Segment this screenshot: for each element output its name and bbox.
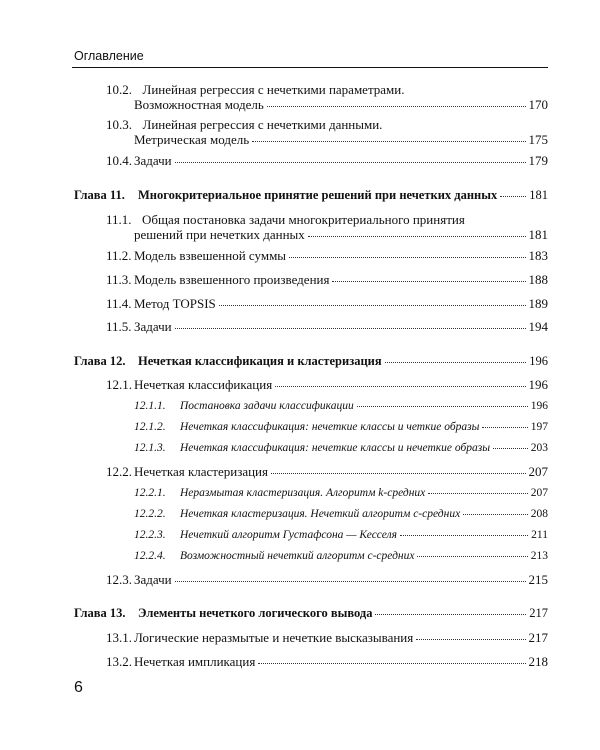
toc-entry-title: Метод TOPSIS [134,296,216,311]
leader-dots [417,556,527,557]
toc-chapter-number: Глава 11. [74,188,125,202]
toc-page-number: 170 [528,97,548,112]
leader-dots [463,514,528,515]
toc-entry-number: 12.2. [106,464,132,479]
toc-entry[interactable] [106,377,548,393]
leader-dots [493,448,528,449]
toc-page-number: 183 [528,248,548,263]
leader-dots [416,639,525,640]
toc-entry-title: Нечеткая кластеризация [134,464,268,479]
toc-entry-number: 12.2.4. [134,550,166,562]
toc-entry-title: Модель взвешенного произведения [134,272,330,287]
toc-entry-number: 10.2. [106,82,132,97]
toc-entry-number: 12.2.1. [134,487,166,499]
toc-entry-number: 10.4. [106,153,132,168]
toc-entry-number: 11.2. [106,248,132,263]
toc-entry-number: 13.1. [106,630,132,645]
toc-page-number: 217 [529,606,548,620]
toc-chapter-title: Многокритериальное принятие решений при нечетких данных [138,188,498,202]
toc-entry-number: 11.1. [106,212,132,227]
leader-dots [357,406,528,407]
toc-page-number: 197 [530,421,548,433]
leader-dots [428,493,527,494]
toc-page-number: 194 [528,319,548,334]
leader-dots [482,427,527,428]
toc-chapter-number: Глава 12. [74,354,126,368]
toc-entry-title: Общая постановка задачи многокритериального принятия [142,212,465,227]
toc-entry-title: Линейная регрессия с нечеткими параметрами. [142,82,405,97]
toc-entry-title: Метрическая модель [134,132,250,147]
toc-entry-title: Нечеткая классификация [134,377,273,392]
toc-entry-title: Нечеткая кластеризация. Нечеткий алгоритм c-средних [180,508,461,520]
toc-chapter-number: Глава 13. [74,606,126,620]
toc-entry-number: 12.1.1. [134,400,166,412]
toc-entry[interactable] [106,153,548,169]
toc-page-number: 218 [528,654,548,669]
toc-entry-number: 12.2.3. [134,529,166,541]
leader-dots [219,305,526,306]
toc-page-number: 196 [528,377,548,392]
toc-entry-title: решений при нечетких данных [134,227,305,242]
toc-entry-number: 11.3. [106,272,132,287]
toc-page-number: 189 [528,296,548,311]
toc-page-number: 207 [528,464,548,479]
leader-dots [267,106,526,107]
toc-page-number: 207 [530,487,548,499]
toc-subsection-entry[interactable] [134,549,548,565]
toc-chapter-title: Элементы нечеткого логического вывода [138,606,373,620]
leader-dots [175,581,526,582]
toc-entry-number: 13.2. [106,654,132,669]
toc-page-number: 208 [530,508,548,520]
page-number: 6 [74,679,83,696]
leader-dots [275,386,525,387]
toc-page-number: 203 [530,442,548,454]
toc-entry-number: 12.1.3. [134,442,166,454]
toc-subsection-entry[interactable] [134,486,548,502]
toc-entry-number: 11.5. [106,319,132,334]
toc-entry-line1 [106,82,405,98]
toc-entry[interactable] [106,319,548,335]
toc-entry-title: Задачи [134,153,172,168]
leader-dots [400,535,528,536]
toc-page-number: 181 [528,227,548,242]
toc-subsection-entry[interactable] [134,528,548,544]
toc-entry-number: 10.3. [106,117,132,132]
toc-chapter-title: Нечеткая классификация и кластеризация [138,354,382,368]
leader-dots [258,663,525,664]
toc-entry-title: Нечеткая классификация: нечеткие классы и нечеткие образы [180,442,491,454]
leader-dots [252,141,525,142]
toc-page-number: 196 [529,354,548,368]
toc-page-number: 188 [528,272,548,287]
running-header: Оглавление [74,49,144,63]
toc-entry[interactable] [106,654,548,670]
toc-entry-title: Модель взвешенной суммы [134,248,287,263]
toc-entry-title: Возможностная модель [134,97,264,112]
toc-entry[interactable] [106,296,548,312]
toc-subsection-entry[interactable] [134,507,548,523]
toc-page-number: 179 [528,153,548,168]
toc-entry-title: Нечеткий алгоритм Густафсона — Кесселя [180,529,397,541]
leader-dots [332,281,525,282]
toc-entry[interactable] [134,97,548,113]
toc-chapter-entry[interactable] [74,354,548,370]
toc-entry-title: Возможностный нечеткий алгоритм c-средних [180,550,415,562]
leader-dots [308,236,526,237]
toc-chapter-entry[interactable] [74,188,548,204]
header-rule [72,67,548,68]
toc-subsection-entry[interactable] [134,399,548,415]
toc-entry[interactable] [106,572,548,588]
toc-page-number: 213 [530,550,548,562]
toc-entry-number: 12.3. [106,572,132,587]
toc-page-number: 175 [528,132,548,147]
toc-entry[interactable] [106,272,548,288]
toc-entry-number: 12.1.2. [134,421,166,433]
toc-entry-number: 12.1. [106,377,132,392]
leader-dots [175,162,526,163]
toc-entry-title: Линейная регрессия с нечеткими данными. [142,117,383,132]
toc-entry-line1 [106,212,465,228]
toc-chapter-entry[interactable] [74,606,548,622]
leader-dots [385,362,527,363]
toc-subsection-entry[interactable] [134,420,548,436]
toc-entry[interactable] [134,227,548,243]
toc-entry-title: Нечеткая классификация: нечеткие классы и четкие образы [180,421,480,433]
leader-dots [375,614,526,615]
toc-entry[interactable] [106,248,548,264]
toc-entry-title: Неразмытая кластеризация. Алгоритм k-средних [180,487,426,499]
leader-dots [289,257,525,258]
toc-entry-title: Задачи [134,319,172,334]
toc-entry-title: Нечеткая импликация [134,654,256,669]
toc-page-number: 217 [528,630,548,645]
toc-entry-line1 [106,117,382,133]
toc-entry-number: 11.4. [106,296,132,311]
toc-entry-number: 12.2.2. [134,508,166,520]
leader-dots [271,473,526,474]
toc-page-number: 215 [528,572,548,587]
toc-entry[interactable] [106,630,548,646]
toc-page-number: 181 [529,188,548,202]
toc-entry-title: Постановка задачи классификации [180,400,354,412]
toc-entry[interactable] [106,464,548,480]
toc-entry-title: Задачи [134,572,172,587]
leader-dots [500,196,526,197]
toc-page-number: 211 [531,529,548,541]
toc-entry[interactable] [134,132,548,148]
leader-dots [175,328,526,329]
toc-page-number: 196 [530,400,548,412]
toc-entry-title: Логические неразмытые и нечеткие высказывания [134,630,414,645]
toc-subsection-entry[interactable] [134,441,548,457]
